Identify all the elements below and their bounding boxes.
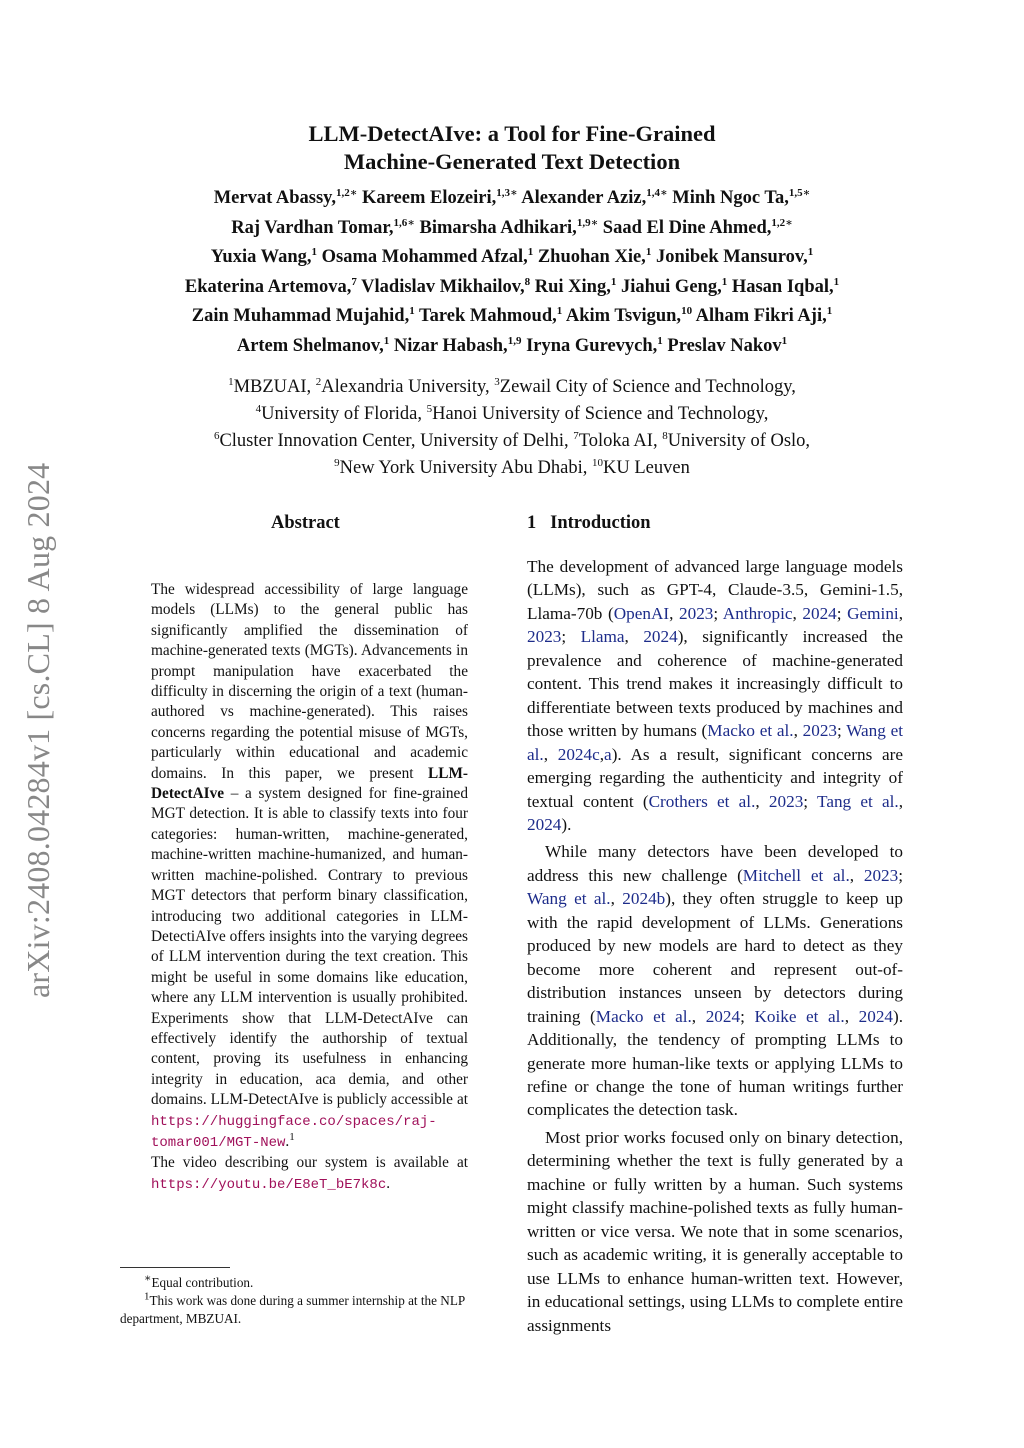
citation-link[interactable]: 2024: [802, 603, 837, 623]
affiliation-line-3: [120, 428, 904, 455]
author-affil: 1: [527, 245, 534, 258]
affil-num: 9: [334, 456, 340, 469]
author: Yuxia Wang,: [210, 247, 312, 267]
citation-link[interactable]: 2023: [863, 865, 899, 885]
footnote-ref: 1: [289, 1130, 295, 1143]
body-text: ;: [898, 865, 904, 885]
citation-link[interactable]: Macko et al.: [707, 721, 794, 741]
author: Preslav Nakov: [667, 335, 782, 356]
body-text: ,: [691, 1006, 706, 1026]
body-text: ,: [898, 603, 903, 623]
citation-link[interactable]: 2023: [679, 603, 714, 623]
body-text: ;: [713, 603, 723, 623]
citation-link[interactable]: Gemini: [847, 603, 899, 623]
body-text: While many detectors have been developed to address this new challenge (: [527, 842, 903, 885]
citation-link[interactable]: Anthropic: [722, 603, 793, 623]
author-line-6: [120, 332, 904, 362]
abstract-body: [151, 580, 468, 1195]
citation-link[interactable]: 2024: [643, 627, 678, 647]
body-text: ,: [624, 627, 644, 647]
intro-paragraph-2: [527, 840, 903, 1121]
footnotes: [120, 1274, 500, 1328]
abstract-text: .: [386, 1174, 391, 1192]
author-line-1: [120, 184, 904, 214]
author: Rui Xing,: [534, 276, 611, 297]
citation-link[interactable]: Llama: [580, 627, 625, 647]
citation-link[interactable]: 2024c: [557, 744, 600, 764]
author-affil: 1: [311, 245, 318, 258]
affiliation-line-2: [120, 401, 904, 428]
body-text: ,: [599, 744, 605, 764]
affiliation: Alexandria University,: [321, 377, 495, 397]
author: Akim Tsvigun,: [565, 306, 682, 326]
body-text: Most prior works focused only on binary detection, determining whether the text is fully generated by a machine or fully written by a human. Such systems might classify machine-polished texts as fully human-written or vice versa. We note that in some scenarios, such as academic writing, it is generally acceptable to use LLMs to enhance human-written text. However, in educational settings, using LLMs to complete entire assignments: [527, 1127, 903, 1335]
author-affil: 1: [833, 275, 840, 288]
affiliation-line-4: [120, 455, 904, 482]
introduction-body: [527, 555, 903, 1341]
affil-num: 4: [255, 402, 262, 415]
paper-title: [150, 120, 874, 176]
body-text: ;: [561, 627, 581, 647]
author-affil: 1: [807, 245, 814, 258]
citation-link[interactable]: 2023: [527, 627, 562, 647]
author: Hasan Iqbal,: [731, 276, 834, 297]
abstract-text: The widespread accessibility of large language models (LLMs) to the general public has significantly amplified the dissemination of machine-generated texts (MGTs). Advancements in prompt manipulation have exacerbated the difficulty in discerning the origin of a text (human-authored vs machine-generated). This raises concerns regarding the potential misuse of MGTs, particularly within educational and academic domains. In this paper, we present: [151, 581, 468, 782]
affil-num: 6: [213, 429, 220, 442]
huggingface-link[interactable]: https://huggingface.co/spaces/raj-tomar001/MGT-New: [151, 1113, 437, 1151]
body-text: ,: [755, 791, 769, 811]
affiliation: University of Florida,: [261, 404, 427, 424]
affil-num: 1: [228, 375, 234, 388]
citation-link[interactable]: OpenAI: [613, 603, 670, 623]
citation-link[interactable]: Wang et al.: [527, 889, 611, 909]
citation-link[interactable]: Mitchell et al.: [742, 865, 850, 885]
introduction-heading: [527, 513, 651, 534]
footnote-1: [120, 1274, 500, 1292]
author-affil: 8: [524, 275, 531, 288]
affil-num: 8: [662, 429, 668, 442]
author-affil: 1: [645, 245, 652, 258]
intro-paragraph-1: [527, 555, 903, 836]
body-text: ,: [543, 744, 558, 764]
citation-link[interactable]: Crothers et al.: [648, 791, 756, 811]
author-affil: 1: [610, 275, 617, 288]
body-text: ;: [837, 721, 847, 741]
body-text: ,: [669, 603, 679, 623]
body-text: ,: [792, 603, 803, 623]
author-line-4: [120, 273, 904, 303]
affil-num: 5: [426, 402, 433, 415]
author-affil: 1: [657, 334, 663, 347]
abstract-text: The video describing our system is available at: [151, 1154, 468, 1172]
body-text: ), significantly increased the prevalence and coherence of machine-generated content. This trend makes it increasingly difficult to differentiate between texts produced by machines and those written by humans (: [527, 627, 903, 741]
citation-link[interactable]: Wang et al.: [527, 721, 904, 764]
author: Nizar Habash,: [393, 335, 508, 356]
body-text: ). As a result, significant concerns are emerging regarding the authenticity and integrity of textual content (: [527, 744, 903, 811]
body-text: ;: [740, 1006, 755, 1026]
body-text: ,: [610, 889, 623, 909]
author: Minh Ngoc Ta,: [672, 188, 789, 208]
author: Zain Muhammad Mujahid,: [191, 306, 410, 326]
author-affil: 1: [556, 304, 563, 317]
section-number: 1: [527, 513, 537, 533]
affiliation-line-1: [120, 374, 904, 401]
abstract-text: .: [285, 1132, 290, 1150]
citation-link[interactable]: Macko et al.: [595, 1006, 692, 1026]
affiliation: Cluster Innovation Center, University of Delhi,: [219, 431, 574, 451]
citation-link[interactable]: 2024b: [622, 889, 666, 909]
author-list: [120, 184, 904, 361]
author-affil: 1,9∗: [576, 216, 599, 229]
body-text: ,: [793, 721, 803, 741]
abstract-paragraph: [151, 580, 468, 1153]
author: Tarek Mahmoud,: [419, 306, 557, 326]
affil-num: 10: [592, 456, 603, 469]
affiliation: MBZUAI,: [233, 377, 316, 397]
body-text: The development of advanced large language models (LLMs), such as GPT-4, Claude-3.5, Gemini-1.5, Llama-70b (: [527, 557, 903, 623]
author: Alexander Aziz,: [521, 188, 647, 208]
author-affil: 1: [409, 304, 415, 317]
affiliation: Toloka AI,: [578, 431, 663, 451]
body-text: ,: [844, 1006, 859, 1026]
section-title: Introduction: [550, 513, 651, 533]
author: Jiahui Geng,: [620, 276, 722, 297]
citation-link[interactable]: Tang et al.: [817, 791, 899, 811]
footnote-text: Equal contribution.: [151, 1275, 254, 1290]
citation-link[interactable]: 2023: [768, 791, 804, 811]
footnote-mark: 1: [144, 1290, 150, 1303]
author: Bimarsha Adhikari,: [419, 217, 577, 238]
author-affil: 1: [826, 304, 833, 317]
footnote-mark: ∗: [144, 1272, 152, 1285]
author-affil: 1: [721, 275, 728, 288]
title-line-1: LLM-DetectAIve: a Tool for Fine-Grained: [308, 121, 716, 146]
author-affil: 1: [383, 334, 390, 347]
youtube-link[interactable]: https://youtu.be/E8eT_bE7k8c: [151, 1176, 387, 1193]
title-line-2: Machine-Generated Text Detection: [343, 149, 681, 174]
author: Raj Vardhan Tomar,: [231, 217, 394, 238]
body-text: ,: [898, 791, 904, 811]
abstract-heading: Abstract: [271, 513, 340, 533]
body-text: ;: [836, 603, 848, 623]
citation-link[interactable]: Koike et al.: [754, 1006, 845, 1026]
author: Vladislav Mikhailov,: [361, 276, 525, 297]
footnote-text: This work was done during a summer internship at the NLP department, MBZUAI.: [120, 1293, 465, 1326]
intro-paragraph-3: [527, 1126, 903, 1337]
author: Alham Fikri Aji,: [695, 306, 827, 326]
author-line-2: [120, 214, 904, 244]
author-affil: 1,9: [507, 334, 522, 347]
body-text: ), they often struggle to keep up with the rapid development of LLMs. Generations produced by new models are hard to detect as they become more coherent and represent out-of-distribution instances unseen by detectors during training (: [527, 889, 903, 1026]
author: Saad El Dine Ahmed,: [602, 217, 772, 238]
affil-num: 7: [573, 429, 579, 442]
author-affil: 1,2∗: [771, 216, 793, 229]
arxiv-stamp: arXiv:2408.04284v1 [cs.CL] 8 Aug 2024: [20, 462, 56, 998]
author: Osama Mohammed Afzal,: [321, 247, 528, 267]
author-affil: 10: [681, 304, 693, 317]
body-text: ). Additionally, the tendency of prompting LLMs to generate more human-like texts or applying LLMs to refine or change the tone of human writings further complicates the detection task.: [527, 1006, 904, 1120]
author-affil: 1: [781, 334, 788, 347]
author: Artem Shelmanov,: [236, 335, 384, 356]
body-text: ;: [803, 791, 818, 811]
author-affil: 7: [351, 275, 357, 288]
author-line-3: [120, 243, 904, 273]
affiliation: KU Leuven: [603, 458, 690, 478]
body-text: ,: [849, 865, 864, 885]
author-affil: 1,5∗: [788, 186, 811, 199]
author-affil: 1,6∗: [393, 216, 415, 229]
abstract-paragraph: [151, 1153, 468, 1195]
affiliation: Hanoi University of Science and Technology,: [432, 404, 769, 424]
affiliation: University of Oslo,: [667, 431, 811, 451]
author: Iryna Gurevych,: [526, 335, 658, 356]
author-affil: 1,2∗: [336, 186, 358, 199]
author-affil: 1,3∗: [496, 186, 518, 199]
author: Zhuohan Xie,: [537, 247, 646, 267]
system-name: LLM-DetectAIve: [151, 764, 468, 803]
author: Mervat Abassy,: [213, 188, 337, 208]
affil-num: 3: [494, 375, 500, 388]
abstract-text: – a system designed for fine-grained MGT detection. It is able to classify texts into four categories: human-written, machine-generated, machine-written machine-humanized, and human-written machine-polished. Contrary to previous MGT detectors that perform binary classification, introducing two additional categories in LLM-DetectiAIve offers insights into the varying degrees of LLM intervention during the text creation. This might be useful in some domains like education, where any LLM intervention is usually prohibited. Experiments show that LLM-DetectAIve can effectively identify the authorship of textual content, proving its usefulness in enhancing integrity in education, aca demia, and other domains. LLM-DetectAIve is publicly accessible at: [151, 785, 468, 1109]
citation-link[interactable]: 2024: [858, 1006, 893, 1026]
citation-link[interactable]: 2023: [802, 721, 837, 741]
footnote-2: [120, 1292, 500, 1328]
affiliation: Zewail City of Science and Technology,: [499, 377, 796, 397]
author: Ekaterina Artemova,: [184, 276, 352, 297]
affiliation-list: [120, 374, 904, 482]
body-text: ).: [561, 814, 572, 834]
affil-num: 2: [315, 375, 322, 388]
footnote-rule: [120, 1267, 230, 1268]
citation-link[interactable]: 2024: [705, 1006, 741, 1026]
citation-link[interactable]: a: [604, 744, 612, 764]
author-affil: 1,4∗: [646, 186, 668, 199]
citation-link[interactable]: 2024: [527, 814, 562, 834]
affiliation: New York University Abu Dhabi,: [339, 458, 592, 478]
author: Jonibek Mansurov,: [655, 247, 808, 267]
author-line-5: [120, 302, 904, 332]
author: Kareem Elozeiri,: [362, 188, 497, 208]
